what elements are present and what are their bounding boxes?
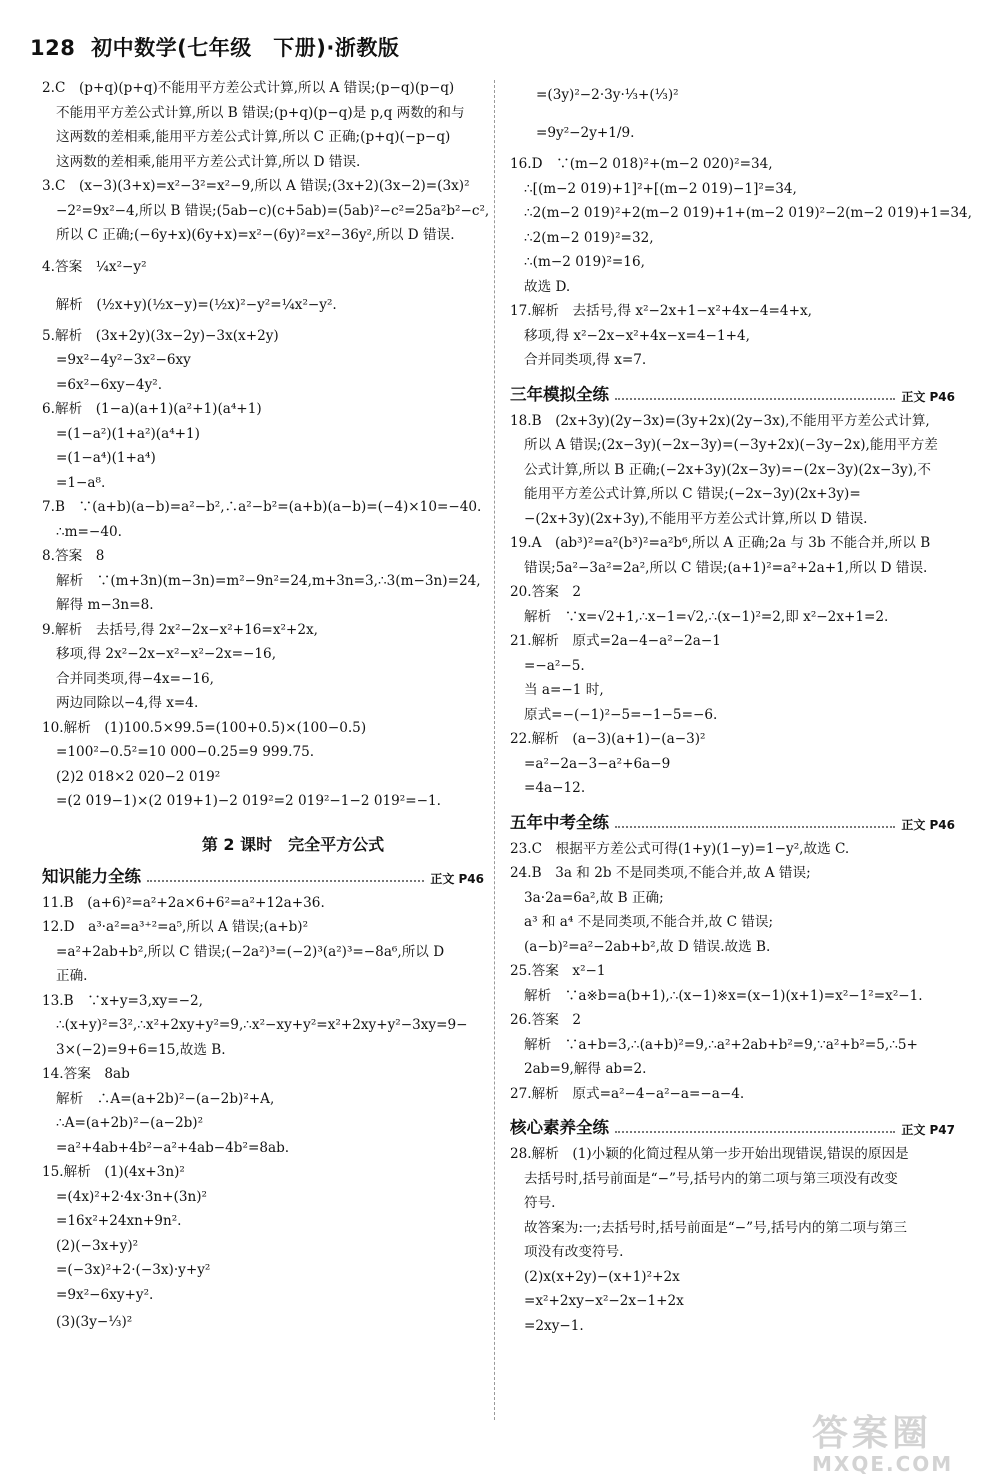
section-page-ref: 正文 P46 (901, 389, 955, 404)
answer-line: (2)x(x+2y)−(x+1)²+2x (524, 1268, 680, 1285)
left-column (42, 76, 490, 1338)
page-header (30, 32, 399, 62)
answer-line: ∴[(m−2 019)+1]²+[(m−2 019)−1]²=34, (524, 180, 797, 197)
answer-line: (2)(−3x+y)² (56, 1237, 139, 1254)
answer-line: 移项,得 2x²−2x−x²−x²−2x=−16, (56, 646, 277, 662)
answer-line: 当 a=−1 时, (524, 682, 604, 698)
answer-line: 20.答案 2 (510, 584, 582, 600)
answer-line: =6x²−6xy−4y². (56, 376, 163, 393)
answer-line: 21.解析 原式=2a−4−a²−2a−1 (510, 633, 721, 649)
answer-line: =(2 019−1)×(2 019+1)−2 019²=2 019²−1−2 019²=−1. (56, 793, 441, 809)
answer-line: 解析 ∵(m+3n)(m−3n)=m²−9n²=24,m+3n=3,∴3(m−3n)=24, (56, 572, 481, 589)
answer-line: =(−3x)²+2·(−3x)·y+y² (56, 1262, 211, 1278)
answer-line: 解析 ∵x=√2+1,∴x−1=√2,∴(x−1)²=2,即 x²−2x+1=2. (524, 608, 889, 625)
lesson-title: 第 2 课时 完全平方公式 (201, 834, 385, 854)
answer-line: 这两数的差相乘,能用平方差公式计算,所以 D 错误. (56, 153, 361, 170)
section-heading (510, 381, 955, 405)
answer-line: =(1−a⁴)(1+a⁴) (56, 450, 156, 466)
answer-line: 3×(−2)=9+6=15,故选 B. (56, 1041, 226, 1058)
answer-line: 所以 A 错误;(2x−3y)(−2x−3y)=(−3y+2x)(−3y−2x),能用平方差 (524, 437, 938, 453)
answer-line: 解析 ∴A=(a+2b)²−(a−2b)²+A, (56, 1090, 275, 1107)
answer-line: (3)(3y−⅓)² (56, 1314, 133, 1330)
answer-line: 原式=−(−1)²−5=−1−5=−6. (524, 706, 718, 723)
answer-line: ∴(m−2 019)²=16, (524, 254, 645, 270)
section-heading (42, 863, 484, 887)
section-heading (510, 809, 955, 833)
answer-line: =a²−2a−3−a²+6a−9 (524, 755, 671, 772)
answer-line: 24.B 3a 和 2b 不是同类项,不能合并,故 A 错误; (510, 865, 811, 881)
answer-line: 12.D a³·a²=a³⁺²=a⁵,所以 A 错误;(a+b)² (42, 919, 309, 935)
answer-line: 23.C 根据平方差公式可得(1+y)(1−y)=1−y²,故选 C. (510, 840, 850, 857)
answer-line: 9.解析 去括号,得 2x²−2x−x²+16=x²+2x, (42, 621, 318, 638)
answer-line: (2)2 018×2 020−2 019² (56, 768, 221, 785)
section-title: 三年模拟全练 (510, 384, 609, 404)
section-page-ref: 正文 P46 (901, 817, 955, 832)
dotted-leader (615, 398, 895, 400)
answer-line: 合并同类项,得 x=7. (524, 352, 647, 368)
answer-line: 3a·2a=6a²,故 B 正确; (524, 889, 664, 906)
answer-line: 移项,得 x²−2x−x²+4x−x=4−1+4, (524, 327, 750, 344)
dotted-leader (615, 826, 895, 828)
answer-line: 去括号时,括号前面是“−”号,括号内的第二项与第三项没有改变 (524, 1170, 898, 1187)
section-title: 核心素养全练 (510, 1118, 609, 1137)
answer-line: 14.答案 8ab (42, 1066, 130, 1082)
answer-line: 合并同类项,得−4x=−16, (56, 670, 214, 687)
answer-line: 不能用平方差公式计算,所以 B 错误;(p+q)(p−q)是 p,q 两数的和与 (56, 104, 465, 121)
answer-line: =(1−a²)(1+a²)(a⁴+1) (56, 425, 200, 442)
answer-line: 错误;5a²−3a²=2a²,所以 C 错误;(a+1)²=a²+2a+1,所以 D 错误. (524, 559, 928, 576)
answer-line: 项没有改变符号. (524, 1244, 624, 1260)
answer-line: 正确. (56, 968, 88, 984)
answer-line: 17.解析 去括号,得 x²−2x+1−x²+4x−4=4+x, (510, 303, 812, 319)
answer-line: =a²+4ab+4b²−a²+4ab−4b²=8ab. (56, 1139, 290, 1156)
answer-line: 符号. (524, 1195, 556, 1211)
answer-line: a³ 和 a⁴ 不是同类项,不能合并,故 C 错误; (524, 914, 774, 930)
answer-line: =a²+2ab+b²,所以 C 错误;(−2a²)³=(−2)³(a²)³=−8a⁶,所以 D (56, 943, 445, 960)
answer-line: 10.解析 (1)100.5×99.5=(100+0.5)×(100−0.5) (42, 719, 367, 736)
answer-line: 解得 m−3n=8. (56, 597, 154, 613)
section-page-ref: 正文 P46 (430, 871, 484, 886)
answer-line: 19.A (ab³)²=a²(b³)²=a²b⁶,所以 A 正确;2a 与 3b 不能合并,所以 B (510, 535, 931, 551)
dotted-leader (147, 880, 424, 882)
answer-line: −2²=9x²−4,所以 B 错误;(5ab−c)(c+5ab)=(5ab)²−c²=25a²b²−c², (56, 202, 490, 219)
answer-line: 8.答案 8 (42, 548, 105, 564)
right-column (510, 76, 972, 1338)
answer-line: 22.解析 (a−3)(a+1)−(a−3)² (510, 731, 706, 747)
page-number: 128 (30, 36, 76, 60)
column-divider (494, 80, 495, 1420)
book-title: 初中数学(七年级 下册)·浙教版 (91, 36, 400, 60)
answer-line: =1−a⁸. (56, 474, 106, 491)
answer-line: 28.解析 (1)小颖的化简过程从第一步开始出现错误,错误的原因是 (510, 1146, 909, 1162)
answer-line: 故答案为:一;去括号时,括号前面是“−”号,括号内的第二项与第三 (524, 1219, 907, 1236)
answer-line: ∴A=(a+2b)²−(a−2b)² (56, 1115, 204, 1131)
answer-line: 6.解析 (1−a)(a+1)(a²+1)(a⁴+1) (42, 401, 262, 417)
answer-line: 所以 C 正确;(−6y+x)(6y+x)=x²−(6y)²=x²−36y²,所以 D 错误. (56, 227, 455, 243)
answer-line: 13.B ∵x+y=3,xy=−2, (42, 992, 203, 1009)
answer-line: 故选 D. (524, 278, 571, 295)
answer-line: 解析 (½x+y)(½x−y)=(½x)²−y²=¼x²−y². (42, 296, 337, 313)
section-title: 五年中考全练 (510, 812, 609, 832)
answer-line: 4.答案 ¼x²−y² (42, 258, 147, 275)
answer-line: =−a²−5. (524, 657, 585, 674)
answer-line: 两边同除以−4,得 x=4. (56, 695, 199, 711)
answer-line: 2.C (p+q)(p+q)不能用平方差公式计算,所以 A 错误;(p−q)(p−q) (42, 80, 455, 96)
answer-line: (a−b)²=a²−2ab+b²,故 D 错误.故选 B. (524, 938, 771, 955)
answer-line: ∴m=−40. (56, 523, 122, 540)
answer-line: =100²−0.5²=10 000−0.25=9 999.75. (56, 744, 315, 760)
answer-line: ∴(x+y)²=3²,∴x²+2xy+y²=9,∴x²−xy+y²=x²+2xy+y²−3xy=9− (56, 1017, 468, 1033)
watermark-url: MXQE.COM (812, 1452, 954, 1476)
answer-line: 15.解析 (1)(4x+3n)² (42, 1164, 185, 1180)
dotted-leader (615, 1131, 895, 1133)
answer-line: =x²+2xy−x²−2x−1+2x (524, 1293, 684, 1309)
section-title: 知识能力全练 (42, 866, 141, 886)
answer-line: 公式计算,所以 B 正确;(−2x+3y)(2x−3y)=−(2x−3y)(2x−3y),不 (524, 461, 931, 478)
answer-line: 解析 ∵a+b=3,∴(a+b)²=9,∴a²+2ab+b²=9,∵a²+b²=5,∴5+ (524, 1036, 918, 1053)
answer-line: 这两数的差相乘,能用平方差公式计算,所以 C 正确;(p+q)(−p−q) (56, 129, 451, 145)
answer-line: 解析 ∵a※b=a(b+1),∴(x−1)※x=(x−1)(x+1)=x²−1²=x²−1. (524, 987, 923, 1004)
answer-line: 7.B ∵(a+b)(a−b)=a²−b²,∴a²−b²=(a+b)(a−b)=(−4)×10=−40. (42, 499, 482, 515)
answer-line: 25.答案 x²−1 (510, 963, 606, 979)
answer-line: 2ab=9,解得 ab=2. (524, 1061, 647, 1077)
answer-line: =4a−12. (524, 780, 586, 796)
answer-line: =9x²−6xy+y². (56, 1286, 154, 1303)
answer-line: 能用平方差公式计算,所以 C 错误;(−2x−3y)(2x+3y)= (524, 486, 861, 502)
answer-line: =(3y)²−2·3y·⅓+(⅓)² (536, 87, 679, 103)
answer-line: 5.解析 (3x+2y)(3x−2y)−3x(x+2y) (42, 327, 279, 344)
answer-line: 11.B (a+6)²=a²+2a×6+6²=a²+12a+36. (42, 894, 325, 911)
answer-line: =2xy−1. (524, 1317, 584, 1334)
section-page-ref: 正文 P47 (901, 1123, 955, 1137)
answer-line: 16.D ∵(m−2 018)²+(m−2 020)²=34, (510, 156, 773, 172)
answer-line: ∴2(m−2 019)²+2(m−2 019)+1+(m−2 019)²−2(m−2 019)+1=34, (524, 205, 972, 221)
answer-line: −(2x+3y)(2x+3y),不能用平方差公式计算,所以 D 错误. (524, 510, 868, 527)
answer-line: =9y²−2y+1/9. (536, 125, 635, 141)
watermark-logo (812, 1405, 972, 1476)
answer-line: 26.答案 2 (510, 1012, 582, 1028)
watermark-logo-text: 答案圈 (812, 1413, 933, 1454)
answer-line: =(4x)²+2·4x·3n+(3n)² (56, 1188, 208, 1205)
answer-line: =16x²+24xn+9n². (56, 1213, 182, 1229)
answer-line: 3.C (x−3)(3+x)=x²−3²=x²−9,所以 A 错误;(3x+2)(3x−2)=(3x)² (42, 178, 470, 194)
answer-line: 27.解析 原式=a²−4−a²−a=−a−4. (510, 1085, 745, 1102)
answer-line: =9x²−4y²−3x²−6xy (56, 352, 191, 368)
answer-line: ∴2(m−2 019)²=32, (524, 229, 654, 246)
answer-line: 18.B (2x+3y)(2y−3x)=(3y+2x)(2y−3x),不能用平方差公式计算, (510, 412, 930, 429)
section-heading (510, 1114, 955, 1138)
